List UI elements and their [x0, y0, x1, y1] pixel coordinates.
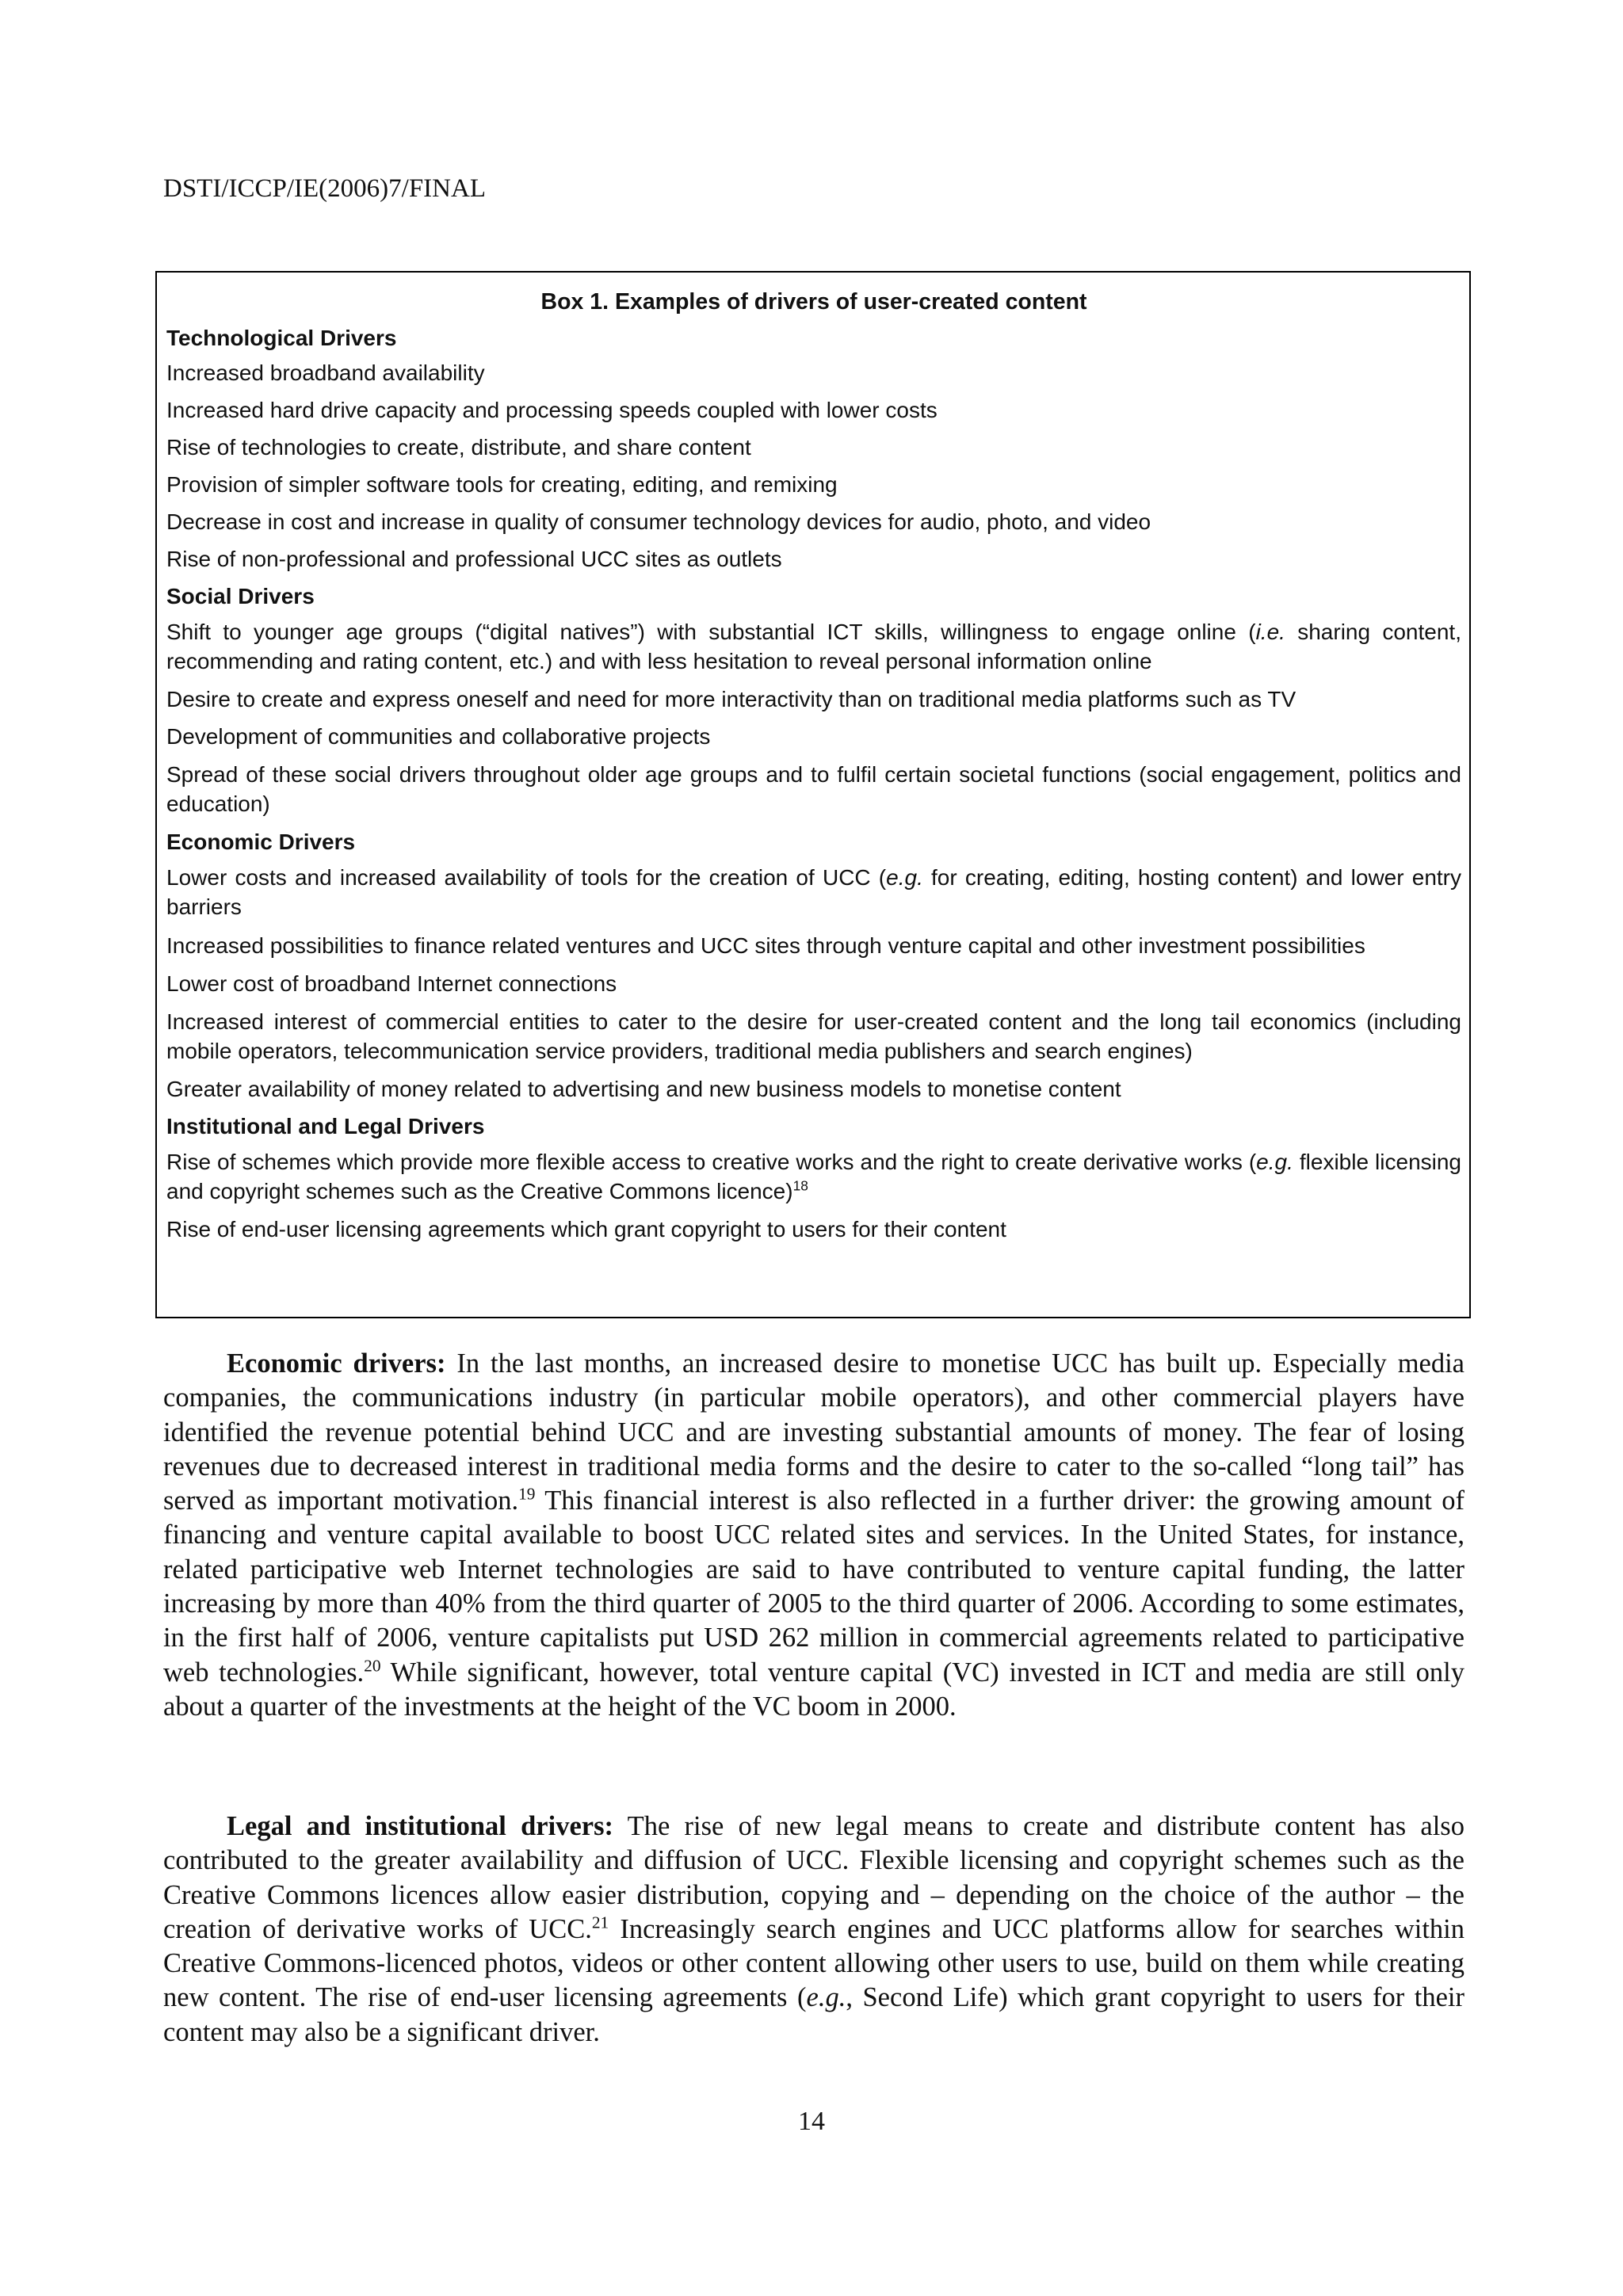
paragraph-text: , Second Life) which grant copyright to users for their content may also be a significant driver. — [163, 1982, 1465, 2047]
section-heading-institutional: Institutional and Legal Drivers — [166, 1114, 485, 1138]
item-text: Rise of schemes which provide more flexible access to creative works and the right to create derivative works ( — [166, 1150, 1257, 1174]
document-reference: DSTI/ICCP/IE(2006)7/FINAL — [163, 174, 486, 203]
box-item: Increased hard drive capacity and processing speeds coupled with lower costs — [166, 398, 938, 422]
box-item — [166, 615, 1461, 683]
box-item: Spread of these social drivers throughout older age groups and to fulfil certain societal functions (social engagement, politics and education) — [166, 762, 1461, 816]
paragraph-text: The rise of new legal means to create and distribute content has also contributed to the greater availability and diffusion of UCC. Flexible licensing and copyright schemes such as the Creative Commons licences allow easier distribution, copying and – depending on the choice of the author – the creation of derivative works of UCC. — [163, 1811, 1465, 1944]
box-item: Greater availability of money related to advertising and new business models to monetise content — [166, 1077, 1121, 1101]
box-item: Increased possibilities to finance related ventures and UCC sites through venture capital and other investment possibilities — [166, 933, 1365, 958]
box-item: Rise of technologies to create, distribute, and share content — [166, 435, 751, 460]
paragraph-lead: Economic drivers: — [227, 1348, 446, 1379]
item-italic: e.g. — [1256, 1150, 1293, 1174]
box-item: Decrease in cost and increase in quality of consumer technology devices for audio, photo, and video — [166, 509, 1151, 534]
section-heading-technological: Technological Drivers — [166, 326, 397, 350]
paragraph-text: Increasingly search engines and UCC platforms allow for searches within Creative Commons-licenced photos, videos or other content allowing other users to use, build on them while creating new content. The rise of end-user licensing agreements ( — [163, 1913, 1465, 2013]
paragraph-text: While significant, however, total venture capital (VC) invested in ICT and media are still only about a quarter of the investments at the height of the VC boom in 2000. — [163, 1657, 1465, 1722]
item-italic: e.g. — [886, 865, 923, 890]
box-item — [166, 1145, 1461, 1213]
box-item: Increased broadband availability — [166, 360, 485, 385]
paragraph-legal-drivers — [163, 1810, 1465, 2050]
box-item: Provision of simpler software tools for creating, editing, and remixing — [166, 472, 838, 497]
box-item: Rise of non-professional and professional UCC sites as outlets — [166, 547, 782, 571]
box-title: Box 1. Examples of drivers of user-created content — [540, 289, 1087, 315]
item-italic: i.e. — [1255, 620, 1285, 644]
item-text: for creating, editing, hosting content) and lower entry barriers — [166, 865, 1461, 919]
footnote-ref-19[interactable]: 19 — [518, 1484, 536, 1504]
paragraph-text: This financial interest is also reflected in a further driver: the growing amount of financing and venture capital available to boost UCC related sites and services. In the United States, for instance, related participative web Internet technologies are said to have contributed to venture capital funding, the latter increasing by more than 40% from the third quarter of 2005 to the third quarter of 2006. According to some estimates, in the first half of 2006, venture capitalists put USD 262 million in commercial agreements related to participative web technologies. — [163, 1486, 1465, 1688]
box-item: Desire to create and express oneself and need for more interactivity than on traditional media platforms such as TV — [166, 687, 1296, 711]
paragraph-text: In the last months, an increased desire to monetise UCC has built up. Especially media companies, the communications industry (in particular mobile operators), and other commercial players have identified the revenue potential behind UCC and are investing substantial amounts of money. The fear of losing revenues due to decreased interest in traditional media forms and the desire to cater to the so-called “long tail” has served as important motivation. — [163, 1348, 1465, 1516]
box-item: Increased interest of commercial entities to cater to the desire for user-created content and the long tail economics (including mobile operators, telecommunication service providers, traditional media publishers and search engines) — [166, 1009, 1461, 1063]
page-number: 14 — [798, 2107, 825, 2136]
paragraph-lead: Legal and institutional drivers: — [227, 1811, 613, 1841]
drivers-box — [155, 271, 1471, 1318]
paragraph-economic-drivers — [163, 1347, 1465, 1724]
section-heading-social: Social Drivers — [166, 584, 315, 608]
item-text: Shift to younger age groups (“digital natives”) with substantial ICT skills, willingness to engage online ( — [166, 620, 1256, 644]
box-item: Lower cost of broadband Internet connections — [166, 971, 617, 996]
item-text: sharing content, recommending and rating content, etc.) and with less hesitation to reveal personal information online — [166, 620, 1461, 673]
footnote-ref-18[interactable]: 18 — [792, 1177, 808, 1194]
box-item: Development of communities and collaborative projects — [166, 724, 711, 749]
box-item: Rise of end-user licensing agreements which grant copyright to users for their content — [166, 1217, 1006, 1241]
paragraph-italic: e.g. — [806, 1982, 846, 2013]
footnote-ref-20[interactable]: 20 — [364, 1656, 381, 1676]
item-text: Lower costs and increased availability of tools for the creation of UCC ( — [166, 865, 887, 890]
box-item — [166, 860, 1461, 929]
item-text: flexible licensing and copyright schemes such as the Creative Commons licence) — [166, 1150, 1462, 1203]
section-heading-economic: Economic Drivers — [166, 830, 356, 854]
footnote-ref-21[interactable]: 21 — [591, 1913, 609, 1932]
